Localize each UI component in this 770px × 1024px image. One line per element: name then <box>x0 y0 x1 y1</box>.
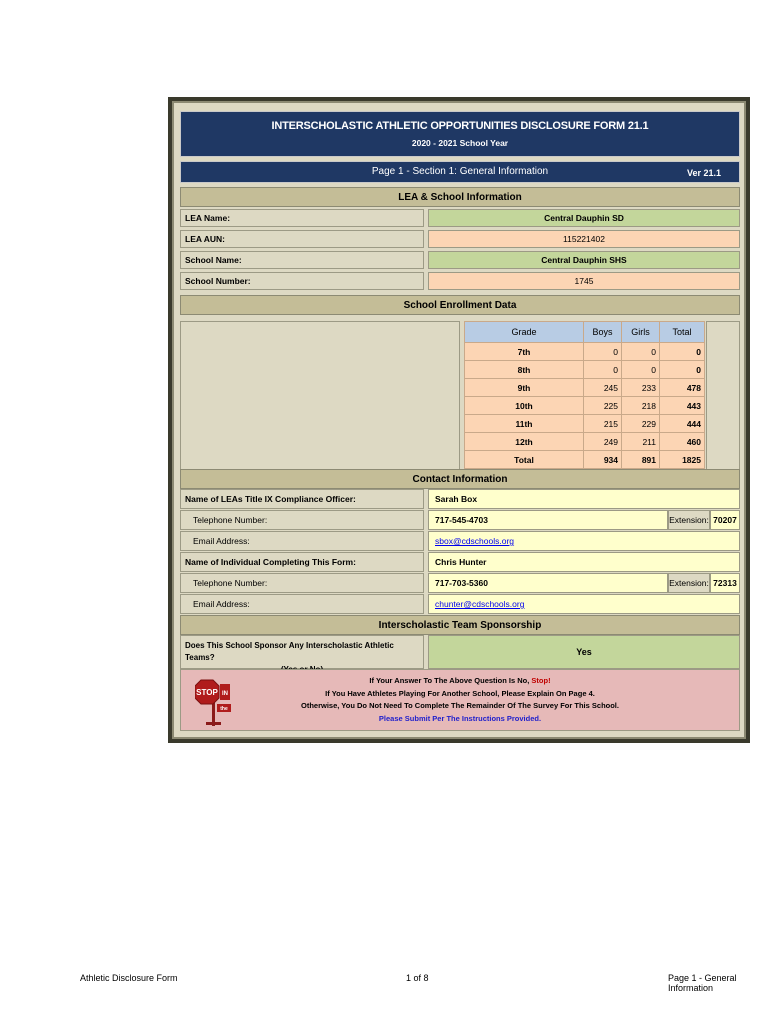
grade-cell: 9th <box>465 379 584 397</box>
completer-email-label: Email Address: <box>180 594 424 614</box>
boys-cell[interactable]: 225 <box>584 397 622 415</box>
sponsorship-question-line1: Does This School Sponsor Any Interscholastic Athletic Teams? <box>185 641 394 662</box>
table-row <box>465 343 705 361</box>
completer-ext-label: Extension: <box>668 573 710 593</box>
completer-phone-field[interactable]: 717-703-5360 <box>428 573 668 593</box>
total-cell: 444 <box>660 415 705 433</box>
enrollment-spacer-right <box>706 321 740 473</box>
table-row <box>465 379 705 397</box>
stop-sign-icon <box>195 678 235 728</box>
grade-cell: 10th <box>465 397 584 415</box>
stop-line-2: If You Have Athletes Playing For Another School, Please Explain On Page 4. <box>325 688 595 698</box>
girls-cell[interactable]: 0 <box>622 361 660 379</box>
stop-notice <box>180 669 740 731</box>
officer-phone-label: Telephone Number: <box>180 510 424 530</box>
stop-line-1 <box>181 675 739 688</box>
lea-aun-label: LEA AUN: <box>180 230 424 248</box>
officer-ext-label: Extension: <box>668 510 710 530</box>
grade-cell: 7th <box>465 343 584 361</box>
girls-cell[interactable]: 0 <box>622 343 660 361</box>
grade-cell: Total <box>465 451 584 469</box>
section-heading-sponsorship: Interscholastic Team Sponsorship <box>180 615 740 635</box>
completer-label: Name of Individual Completing This Form: <box>180 552 424 572</box>
boys-cell[interactable]: 0 <box>584 361 622 379</box>
completer-phone-label: Telephone Number: <box>180 573 424 593</box>
completer-name-field[interactable]: Chris Hunter <box>428 552 740 572</box>
form-frame <box>168 97 750 743</box>
col-boys: Boys <box>584 322 622 343</box>
table-row <box>465 361 705 379</box>
officer-email-link[interactable]: sbox@cdschools.org <box>435 536 515 546</box>
boys-cell[interactable]: 245 <box>584 379 622 397</box>
table-row <box>465 433 705 451</box>
section-heading-contact: Contact Information <box>180 469 740 489</box>
total-cell: 460 <box>660 433 705 451</box>
stop-line-1-text: If Your Answer To The Above Question Is No, <box>369 676 530 685</box>
girls-cell[interactable]: 218 <box>622 397 660 415</box>
grade-cell: 12th <box>465 433 584 451</box>
completer-email-field[interactable] <box>428 594 740 614</box>
lea-aun-value[interactable]: 115221402 <box>428 230 740 248</box>
officer-phone-field[interactable]: 717-545-4703 <box>428 510 668 530</box>
officer-ext-field[interactable]: 70207 <box>710 510 740 530</box>
boys-cell[interactable]: 249 <box>584 433 622 451</box>
completer-email-link[interactable]: chunter@cdschools.org <box>435 599 525 609</box>
sponsorship-answer[interactable]: Yes <box>428 635 740 669</box>
col-grade: Grade <box>465 322 584 343</box>
total-cell: 0 <box>660 343 705 361</box>
boys-cell[interactable]: 215 <box>584 415 622 433</box>
total-cell: 0 <box>660 361 705 379</box>
grade-cell: 11th <box>465 415 584 433</box>
school-number-value[interactable]: 1745 <box>428 272 740 290</box>
lea-name-value[interactable]: Central Dauphin SD <box>428 209 740 227</box>
school-name-label: School Name: <box>180 251 424 269</box>
section-heading-enrollment: School Enrollment Data <box>180 295 740 315</box>
girls-cell[interactable]: 229 <box>622 415 660 433</box>
footer-right: Page 1 - General Information <box>668 973 737 993</box>
girls-cell[interactable]: 211 <box>622 433 660 451</box>
sponsorship-question <box>180 635 424 669</box>
stop-sign-side-text: IN <box>222 691 228 697</box>
girls-total-cell: 891 <box>622 451 660 469</box>
officer-email-field[interactable] <box>428 531 740 551</box>
lea-name-label: LEA Name: <box>180 209 424 227</box>
col-girls: Girls <box>622 322 660 343</box>
officer-email-label: Email Address: <box>180 531 424 551</box>
total-cell: 478 <box>660 379 705 397</box>
officer-name-field[interactable]: Sarah Box <box>428 489 740 509</box>
form-title: INTERSCHOLASTIC ATHLETIC OPPORTUNITIES DISCLOSURE FORM 21.1 <box>271 120 649 132</box>
completer-ext-field[interactable]: 72313 <box>710 573 740 593</box>
footer-page-number: 1 of 8 <box>406 973 429 983</box>
boys-cell[interactable]: 0 <box>584 343 622 361</box>
form-body <box>172 101 746 739</box>
enrollment-header-row <box>465 322 705 343</box>
grand-total-cell: 1825 <box>660 451 705 469</box>
enrollment-total-row <box>465 451 705 469</box>
school-name-value[interactable]: Central Dauphin SHS <box>428 251 740 269</box>
page-bar <box>180 161 740 183</box>
school-year: 2020 - 2021 School Year <box>411 138 509 148</box>
table-row <box>465 415 705 433</box>
enrollment-table <box>464 321 705 469</box>
page-label: Page 1 - Section 1: General Information <box>371 166 549 177</box>
version-label: Ver 21.1 <box>686 168 721 178</box>
enrollment-spacer-left <box>180 321 460 473</box>
total-cell: 443 <box>660 397 705 415</box>
school-number-label: School Number: <box>180 272 424 290</box>
stop-sign-text: STOP <box>196 688 218 697</box>
girls-cell[interactable]: 233 <box>622 379 660 397</box>
stop-line-3: Otherwise, You Do Not Need To Complete The Remainder Of The Survey For This School. <box>301 701 619 710</box>
stop-sign-sub-text: the <box>220 706 228 712</box>
stop-line-4: Please Submit Per The Instructions Provided. <box>378 713 542 723</box>
officer-label: Name of LEAs Title IX Compliance Officer: <box>180 489 424 509</box>
footer-left: Athletic Disclosure Form <box>80 973 178 983</box>
form-title-block <box>180 111 740 157</box>
table-row <box>465 397 705 415</box>
section-heading-lea: LEA & School Information <box>180 187 740 207</box>
grade-cell: 8th <box>465 361 584 379</box>
stop-word: Stop! <box>531 676 551 685</box>
col-total: Total <box>660 322 705 343</box>
boys-total-cell: 934 <box>584 451 622 469</box>
